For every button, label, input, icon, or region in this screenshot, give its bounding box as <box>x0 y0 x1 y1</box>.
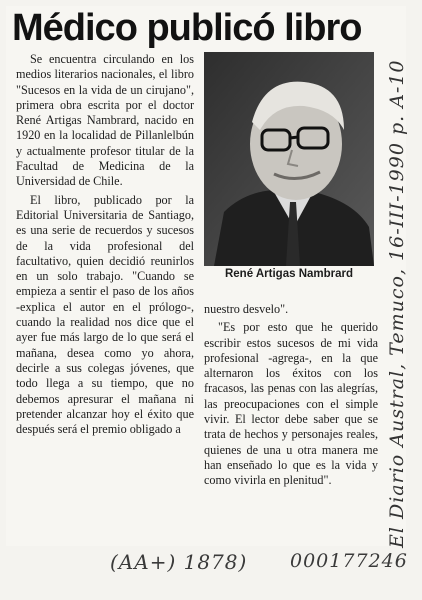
article-column-2 <box>204 302 378 489</box>
author-photo <box>204 52 374 266</box>
article-headline: Médico publicó libro <box>12 7 362 49</box>
article-paragraph-2-continued: nuestro desvelo". <box>204 302 289 316</box>
handwritten-record-number: 000177246 <box>290 550 408 572</box>
photo-caption: René Artigas Nambrard <box>224 268 354 280</box>
author-portrait-image <box>204 52 374 266</box>
article-paragraph-3: "Es por esto que he querido escribir estos sucesos de mi vida profesional -agrega-, en la que alternaron los éxitos con los fracasos, las penas con las alegrías, las preocupaciones con el simple vivir. El lector debe saber que se trata de hechos y personajes reales, quienes de una u otra manera me han enseñado lo que es la vida y como vivirla en plenitud". <box>204 320 378 488</box>
handwritten-catalog-code: (AA+) 1878) <box>110 550 248 574</box>
handwritten-source-note: El Diario Austral, Temuco, 16-III-1990 p. A-10 <box>386 59 408 548</box>
article-paragraph-2: El libro, publicado por la Editorial Universitaria de Santiago, es una serie de recuerdos y sucesos de la vida profesional del facultativo, quien decidió reunirlos en un solo trabajo. "Cuando se empieza a sentir el paso de los años -explica el autor en el prólogo-, cuando la realidad nos dice que el ayer fue más largo de lo que será el mañana, desea como yo ahora, decirle a sus colegas jóvenes, que todo llega a su tiempo, que no debemos apresurar el mañana ni pretender alcanzar hoy el éxito que después será el premio obligado a <box>16 192 194 437</box>
article-column-1 <box>16 52 194 437</box>
article-paragraph-1: Se encuentra circulando en los medios literarios nacionales, el libro "Sucesos en la vida de un cirujano", primera obra escrita por el doctor René Artigas Nambrard, nacido en 1920 en la localidad de Pillanlelbún y actualmente profesor titular de la Facultad de Medicina de la Universidad de Chile. <box>16 52 194 189</box>
